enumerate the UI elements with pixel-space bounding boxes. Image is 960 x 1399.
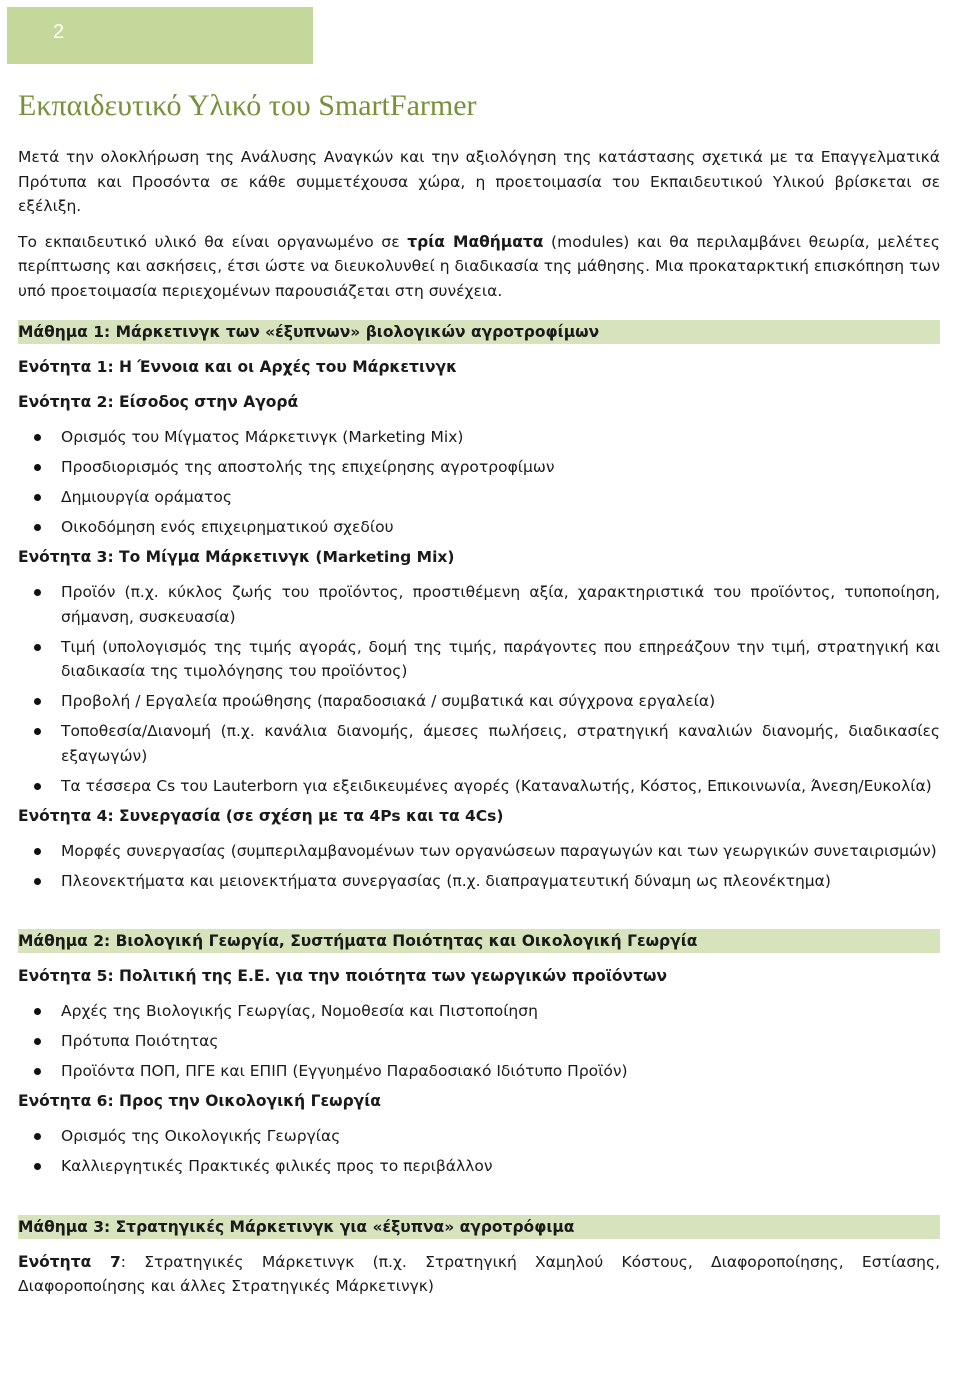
unit-2-heading: Ενότητα 2: Είσοδος στην Αγορά [18, 393, 299, 411]
unit-6-list [18, 1124, 940, 1179]
list-item: Προσδιορισμός της αποστολής της επιχείρησης αγροτροφίμων [18, 455, 940, 480]
list-item: Προϊόντα ΠΟΠ, ΠΓΕ και ΕΠΙΠ (Εγγυημένο Παραδοσιακό Ιδιότυπο Προϊόν) [18, 1059, 940, 1084]
list-item: Τιμή (υπολογισμός της τιμής αγοράς, δομή της τιμής, παράγοντες που επηρεάζουν την τιμή, στρατηγική και διαδικασία της τιμολόγησης του προϊόντος) [18, 635, 940, 684]
list-item: Μορφές συνεργασίας (συμπεριλαμβανομένων των οργανώσεων παραγωγών και των γεωργικών συνεταιρισμών) [18, 839, 940, 864]
list-item: Πλεονεκτήματα και μειονεκτήματα συνεργασίας (π.χ. διαπραγματευτική δύναμη ως πλεονέκτημα) [18, 869, 940, 894]
unit-1-heading: Ενότητα 1: Η Έννοια και οι Αρχές του Μάρκετινγκ [18, 358, 458, 376]
list-item: Προβολή / Εργαλεία προώθησης (παραδοσιακά / συμβατικά και σύγχρονα εργαλεία) [18, 689, 940, 714]
list-item: Ορισμός του Μίγματος Μάρκετινγκ (Marketing Mix) [18, 425, 940, 450]
list-item: Δημιουργία οράματος [18, 485, 940, 510]
list-item: Οικοδόμηση ενός επιχειρηματικού σχεδίου [18, 515, 940, 540]
page-title: Εκπαιδευτικό Υλικό του SmartFarmer [18, 89, 477, 122]
module-1-heading: Μάθημα 1: Μάρκετινγκ των «έξυπνων» βιολογικών αγροτροφίμων [18, 320, 940, 344]
unit-6-heading: Ενότητα 6: Προς την Οικολογική Γεωργία [18, 1092, 381, 1110]
document-body [18, 84, 940, 1299]
intro-text-a: Το εκπαιδευτικό υλικό θα είναι οργανωμένο σε [18, 232, 408, 251]
intro-paragraph-2 [18, 230, 940, 304]
module-2-heading: Μάθημα 2: Βιολογική Γεωργία, Συστήματα Ποιότητας και Οικολογική Γεωργία [18, 929, 940, 953]
page-number-tab [7, 7, 313, 64]
intro-text-b: (modules) και θα περιλαμβάνει θεωρία, μελέτες περίπτωσης και ασκήσεις, έτσι ώστε να διευκολυνθεί η διαδικασία της μάθησης. Μια προκαταρκτική επισκόπηση των υπό προετοιμασία περιεχομένων παρουσιάζεται στη συνέχεια. [18, 232, 940, 300]
unit-2-list [18, 425, 940, 540]
unit-5-heading: Ενότητα 5: Πολιτική της Ε.Ε. για την ποιότητα των γεωργικών προϊόντων [18, 967, 668, 985]
list-item: Ορισμός της Οικολογικής Γεωργίας [18, 1124, 940, 1149]
list-item: Αρχές της Βιολογικής Γεωργίας, Νομοθεσία και Πιστοποίηση [18, 999, 940, 1024]
intro-paragraph-1: Μετά την ολοκλήρωση της Ανάλυσης Αναγκών και την αξιολόγηση της κατάστασης σχετικά με τα Επαγγελματικά Πρότυπα και Προσόντα σε κάθε συμμετέχουσα χώρα, η προετοιμασία του Εκπαιδευτικού Υλικού βρίσκεται σε εξέλιξη. [18, 148, 940, 215]
unit-7-text: : Στρατηγικές Μάρκετινγκ (π.χ. Στρατηγική Χαμηλού Κόστους, Διαφοροποίησης, Εστίασης, Διαφοροποίησης και άλλες Στρατηγικές Μάρκετινγκ) [18, 1252, 940, 1295]
list-item: Πρότυπα Ποιότητας [18, 1029, 940, 1054]
list-item: Τα τέσσερα Cs του Lauterborn για εξειδικευμένες αγορές (Καταναλωτής, Κόστος, Επικοινωνία, Άνεση/Ευκολία) [18, 774, 940, 799]
unit-5-list [18, 999, 940, 1084]
unit-7-paragraph [18, 1250, 940, 1299]
list-item: Προϊόν (π.χ. κύκλος ζωής του προϊόντος, προστιθέμενη αξία, χαρακτηριστικά του προϊόντος, τυποποίηση, σήμανση, συσκευασία) [18, 580, 940, 629]
list-item: Τοποθεσία/Διανομή (π.χ. κανάλια διανομής, άμεσες πωλήσεις, στρατηγική καναλιών διανομής, διαδικασίες εξαγωγών) [18, 719, 940, 768]
page-number: 2 [53, 21, 65, 43]
unit-3-list [18, 580, 940, 798]
unit-4-list [18, 839, 940, 894]
module-3-heading: Μάθημα 3: Στρατηγικές Μάρκετινγκ για «έξυπνα» αγροτρόφιμα [18, 1215, 940, 1239]
list-item: Καλλιεργητικές Πρακτικές φιλικές προς το περιβάλλον [18, 1154, 940, 1179]
unit-7-label: Ενότητα 7 [18, 1252, 121, 1271]
intro-bold: τρία Μαθήματα [407, 232, 544, 251]
unit-4-heading: Ενότητα 4: Συνεργασία (σε σχέση με τα 4Ps και τα 4Cs) [18, 806, 504, 825]
unit-3-heading: Ενότητα 3: Το Μίγμα Μάρκετινγκ (Marketing Mix) [18, 548, 455, 566]
